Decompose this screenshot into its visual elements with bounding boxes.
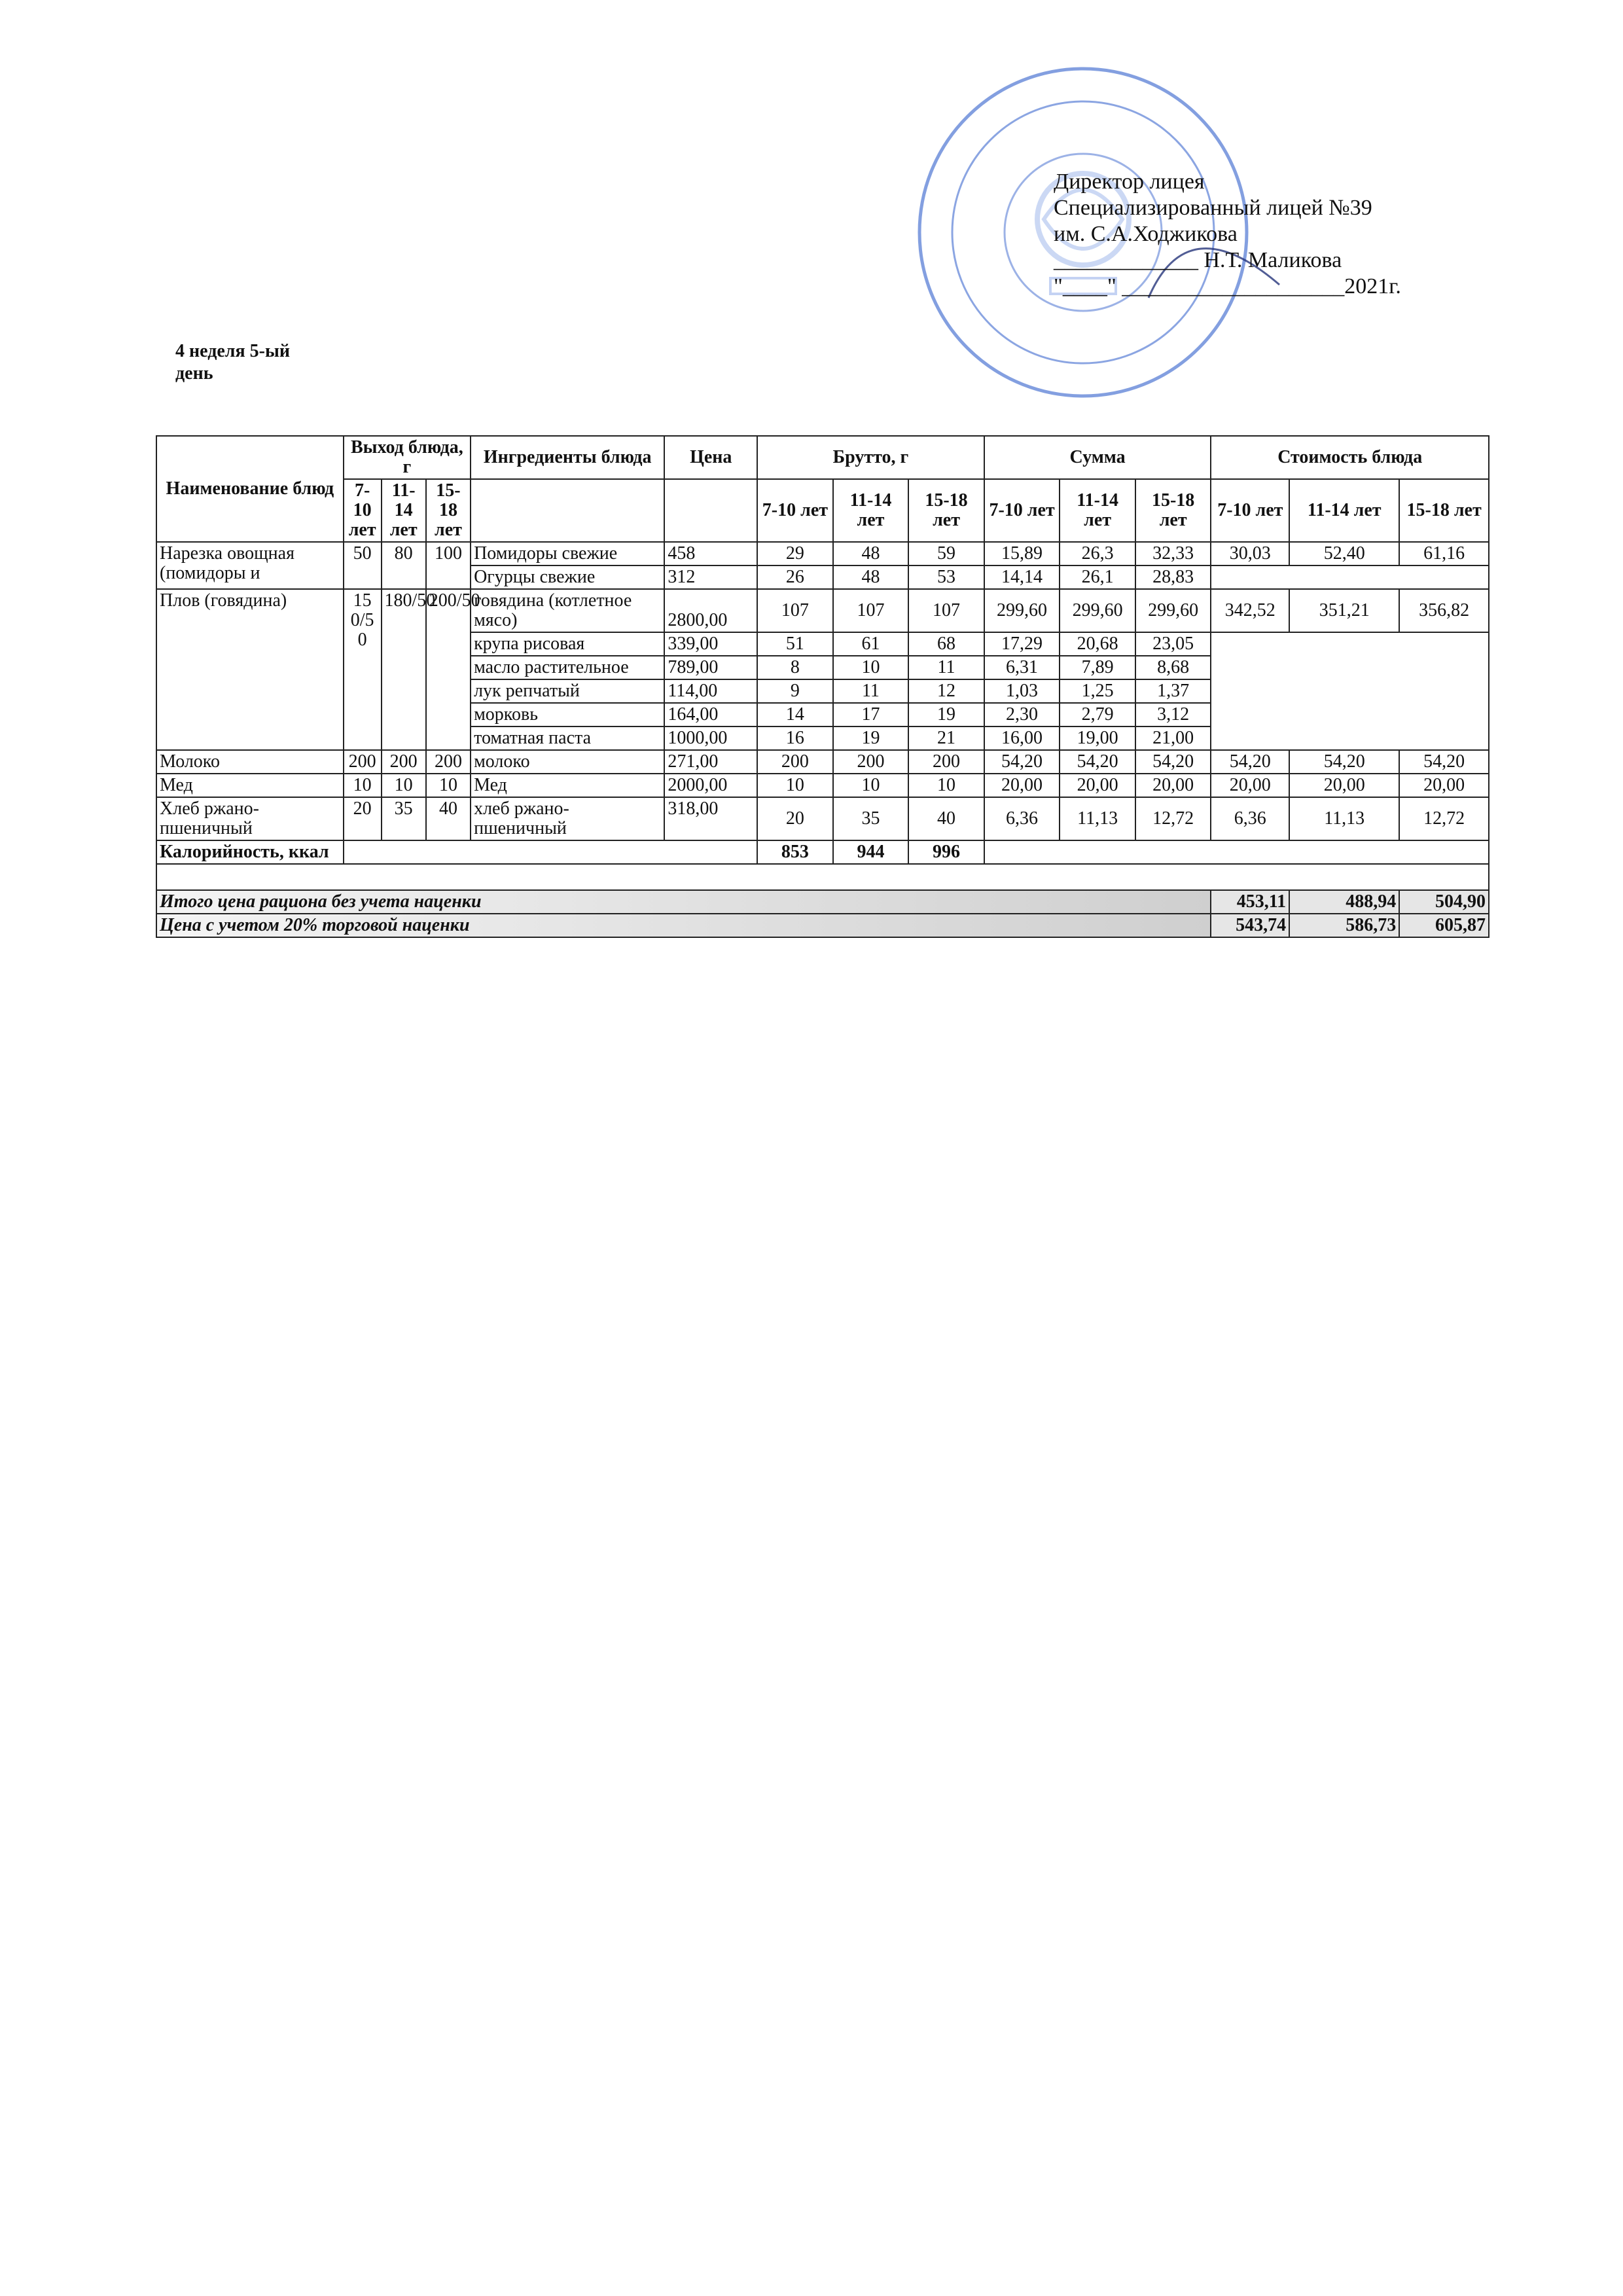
gross-age3: 12 <box>908 679 984 703</box>
calories-age2: 944 <box>833 840 909 864</box>
cost-age2: 52,40 <box>1289 542 1399 565</box>
sum-age2: 54,20 <box>1060 750 1135 774</box>
sum-age1: 17,29 <box>984 632 1060 656</box>
sum-age2: 26,1 <box>1060 565 1135 589</box>
total-label: Итого цена рациона без учета наценки <box>156 890 1211 914</box>
ingredient: Помидоры свежие <box>471 542 664 565</box>
price: 458 <box>664 542 757 565</box>
header-gross: Брутто, г <box>757 436 984 479</box>
sum-age3: 1,37 <box>1135 679 1211 703</box>
ingredient: крупа рисовая <box>471 632 664 656</box>
table-row <box>156 542 1489 565</box>
gross-age1: 16 <box>757 726 833 750</box>
header-price: Цена <box>664 436 757 479</box>
header-sum-age3: 15-18 лет <box>1135 479 1211 542</box>
sum-age1: 20,00 <box>984 774 1060 797</box>
ingredient: томатная паста <box>471 726 664 750</box>
header-cost: Стоимость блюда <box>1211 436 1489 479</box>
approval-block <box>1054 169 1401 300</box>
approval-named-after: им. С.А.Ходжикова <box>1054 222 1238 246</box>
sum-age3: 28,83 <box>1135 565 1211 589</box>
sum-age1: 6,31 <box>984 656 1060 679</box>
yield-age3: 200 <box>426 750 471 774</box>
price: 1000,00 <box>664 726 757 750</box>
dish-name: Мед <box>156 774 344 797</box>
sum-age3: 3,12 <box>1135 703 1211 726</box>
total-row <box>156 890 1489 914</box>
calories-label: Калорийность, ккал <box>156 840 344 864</box>
total-age2: 488,94 <box>1289 890 1399 914</box>
cost-age1: 30,03 <box>1211 542 1289 565</box>
gross-age3: 53 <box>908 565 984 589</box>
table-row <box>156 774 1489 797</box>
sum-age1: 6,36 <box>984 797 1060 840</box>
sum-age2: 11,13 <box>1060 797 1135 840</box>
gross-age1: 8 <box>757 656 833 679</box>
cost-age3: 61,16 <box>1399 542 1489 565</box>
price: 789,00 <box>664 656 757 679</box>
gross-age3: 10 <box>908 774 984 797</box>
gross-age1: 51 <box>757 632 833 656</box>
header-cost-age3: 15-18 лет <box>1399 479 1489 542</box>
gross-age3: 21 <box>908 726 984 750</box>
price: 339,00 <box>664 632 757 656</box>
gross-age2: 200 <box>833 750 909 774</box>
sum-age3: 23,05 <box>1135 632 1211 656</box>
empty-cell <box>156 864 1489 890</box>
dish-name: Хлеб ржано-пшеничный <box>156 797 344 840</box>
sum-age1: 299,60 <box>984 589 1060 632</box>
yield-age1: 50 <box>344 542 382 589</box>
price: 312 <box>664 565 757 589</box>
price: 114,00 <box>664 679 757 703</box>
gross-age1: 20 <box>757 797 833 840</box>
price: 164,00 <box>664 703 757 726</box>
table-row <box>156 750 1489 774</box>
cost-age2: 20,00 <box>1289 774 1399 797</box>
total-age3: 504,90 <box>1399 890 1489 914</box>
approval-date-line: "____" ____________________2021г. <box>1054 274 1401 298</box>
ingredient: молоко <box>471 750 664 774</box>
sum-age2: 1,25 <box>1060 679 1135 703</box>
sum-age1: 2,30 <box>984 703 1060 726</box>
total-age1: 453,11 <box>1211 890 1289 914</box>
gross-age3: 200 <box>908 750 984 774</box>
ingredient: лук репчатый <box>471 679 664 703</box>
menu-table <box>156 435 1489 938</box>
cost-age2: 351,21 <box>1289 589 1399 632</box>
sum-age1: 15,89 <box>984 542 1060 565</box>
gross-age1: 9 <box>757 679 833 703</box>
header-yield-age3: 15-18 лет <box>426 479 471 542</box>
week-day-label: 4 неделя 5-ый день <box>175 341 290 384</box>
markup-row <box>156 914 1489 937</box>
cost-age1: 20,00 <box>1211 774 1289 797</box>
gross-age2: 19 <box>833 726 909 750</box>
sum-age3: 32,33 <box>1135 542 1211 565</box>
gross-age1: 107 <box>757 589 833 632</box>
spacer-row <box>156 864 1489 890</box>
approval-school: Специализированный лицей №39 <box>1054 196 1372 220</box>
yield-age1: 10 <box>344 774 382 797</box>
header-cost-age2: 11-14 лет <box>1289 479 1399 542</box>
cost-age3: 54,20 <box>1399 750 1489 774</box>
cost-age2: 11,13 <box>1289 797 1399 840</box>
yield-age3: 40 <box>426 797 471 840</box>
sum-age3: 12,72 <box>1135 797 1211 840</box>
gross-age1: 26 <box>757 565 833 589</box>
sum-age3: 21,00 <box>1135 726 1211 750</box>
cost-age1: 54,20 <box>1211 750 1289 774</box>
dish-name: Нарезка овощная (помидоры и <box>156 542 344 589</box>
ingredient: Мед <box>471 774 664 797</box>
header-sum: Сумма <box>984 436 1211 479</box>
sum-age3: 20,00 <box>1135 774 1211 797</box>
yield-age3: 200/50 <box>426 589 471 750</box>
yield-age2: 180/50 <box>382 589 426 750</box>
sum-age2: 20,68 <box>1060 632 1135 656</box>
markup-age1: 543,74 <box>1211 914 1289 937</box>
markup-label: Цена с учетом 20% торговой наценки <box>156 914 1211 937</box>
yield-age3: 100 <box>426 542 471 589</box>
header-gross-age3: 15-18 лет <box>908 479 984 542</box>
gross-age1: 200 <box>757 750 833 774</box>
yield-age1: 200 <box>344 750 382 774</box>
gross-age2: 10 <box>833 774 909 797</box>
gross-age2: 61 <box>833 632 909 656</box>
dish-name: Молоко <box>156 750 344 774</box>
header-sum-age1: 7-10 лет <box>984 479 1060 542</box>
cost-age1: 6,36 <box>1211 797 1289 840</box>
sum-age2: 19,00 <box>1060 726 1135 750</box>
yield-age2: 10 <box>382 774 426 797</box>
sum-age2: 7,89 <box>1060 656 1135 679</box>
cost-age2: 54,20 <box>1289 750 1399 774</box>
gross-age1: 14 <box>757 703 833 726</box>
header-yield-age2: 11-14 лет <box>382 479 426 542</box>
ingredient: масло растительное <box>471 656 664 679</box>
gross-age2: 107 <box>833 589 909 632</box>
sum-age3: 299,60 <box>1135 589 1211 632</box>
gross-age2: 10 <box>833 656 909 679</box>
empty-cell <box>344 840 757 864</box>
empty-cell <box>1211 632 1489 750</box>
gross-age3: 59 <box>908 542 984 565</box>
cost-age1: 342,52 <box>1211 589 1289 632</box>
sum-age2: 26,3 <box>1060 542 1135 565</box>
empty-cell <box>984 840 1489 864</box>
calories-row <box>156 840 1489 864</box>
table-row <box>156 589 1489 632</box>
yield-age3: 10 <box>426 774 471 797</box>
gross-age2: 11 <box>833 679 909 703</box>
sum-age2: 299,60 <box>1060 589 1135 632</box>
cost-age3: 20,00 <box>1399 774 1489 797</box>
sum-age1: 1,03 <box>984 679 1060 703</box>
ingredient: Огурцы свежие <box>471 565 664 589</box>
sum-age1: 14,14 <box>984 565 1060 589</box>
sum-age1: 16,00 <box>984 726 1060 750</box>
yield-age2: 80 <box>382 542 426 589</box>
gross-age3: 19 <box>908 703 984 726</box>
gross-age2: 48 <box>833 565 909 589</box>
header-empty <box>664 479 757 542</box>
calories-age3: 996 <box>908 840 984 864</box>
price: 2000,00 <box>664 774 757 797</box>
dish-name: Плов (говядина) <box>156 589 344 750</box>
empty-cell <box>1211 565 1489 589</box>
ingredient: хлеб ржано-пшеничный <box>471 797 664 840</box>
calories-age1: 853 <box>757 840 833 864</box>
price: 2800,00 <box>664 589 757 632</box>
approval-signature-line: _____________ Н.Т. Маликова <box>1054 248 1342 272</box>
header-gross-age2: 11-14 лет <box>833 479 909 542</box>
ingredient: говядина (котлетное мясо) <box>471 589 664 632</box>
price: 318,00 <box>664 797 757 840</box>
sum-age3: 8,68 <box>1135 656 1211 679</box>
sum-age2: 2,79 <box>1060 703 1135 726</box>
gross-age3: 40 <box>908 797 984 840</box>
gross-age3: 68 <box>908 632 984 656</box>
header-yield-age1: 7-10 лет <box>344 479 382 542</box>
gross-age3: 107 <box>908 589 984 632</box>
yield-age1: 20 <box>344 797 382 840</box>
gross-age3: 11 <box>908 656 984 679</box>
cost-age3: 12,72 <box>1399 797 1489 840</box>
ingredient: морковь <box>471 703 664 726</box>
markup-age2: 586,73 <box>1289 914 1399 937</box>
gross-age1: 29 <box>757 542 833 565</box>
gross-age1: 10 <box>757 774 833 797</box>
header-ingredients: Ингредиенты блюда <box>471 436 664 479</box>
price: 271,00 <box>664 750 757 774</box>
sum-age2: 20,00 <box>1060 774 1135 797</box>
header-empty <box>471 479 664 542</box>
header-dish: Наименование блюд <box>156 436 344 542</box>
gross-age2: 17 <box>833 703 909 726</box>
yield-age2: 35 <box>382 797 426 840</box>
header-cost-age1: 7-10 лет <box>1211 479 1289 542</box>
yield-age1: 150/50 <box>344 589 382 750</box>
sum-age1: 54,20 <box>984 750 1060 774</box>
header-yield: Выход блюда, г <box>344 436 471 479</box>
gross-age2: 48 <box>833 542 909 565</box>
approval-title: Директор лицея <box>1054 170 1205 194</box>
cost-age3: 356,82 <box>1399 589 1489 632</box>
markup-age3: 605,87 <box>1399 914 1489 937</box>
table-row <box>156 797 1489 840</box>
header-sum-age2: 11-14 лет <box>1060 479 1135 542</box>
header-gross-age1: 7-10 лет <box>757 479 833 542</box>
gross-age2: 35 <box>833 797 909 840</box>
yield-age2: 200 <box>382 750 426 774</box>
sum-age3: 54,20 <box>1135 750 1211 774</box>
